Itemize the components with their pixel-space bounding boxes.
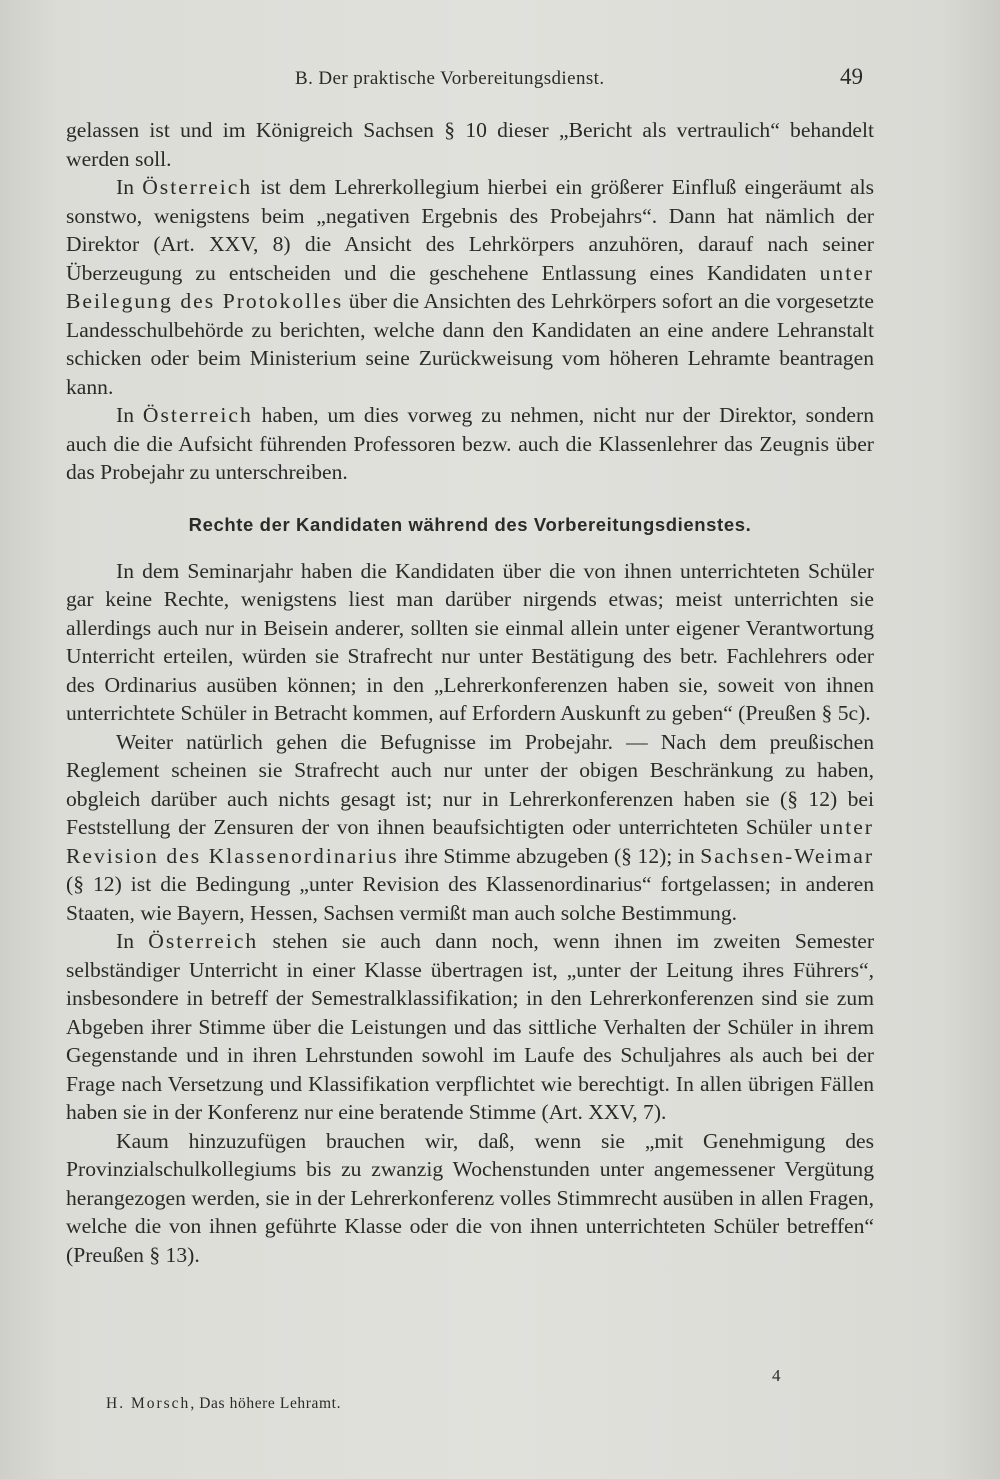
footer-author: H. Morsch bbox=[106, 1395, 191, 1412]
paragraph-2-text: ist dem Lehrerkollegium hierbei ein größerer Einfluß eingeräumt als sonstwo, wenigstens beim „negativen Ergebnis des Probejahrs“. Dann hat nämlich der Direktor (Art. XXV, 8) die Ansicht des Lehrkörpers anzuhören, darauf nach seiner Überzeugung zu entscheiden und die geschehene Entlassung eines Kandidaten bbox=[66, 175, 874, 285]
footer-signature bbox=[106, 1395, 341, 1413]
paragraph-4: In dem Seminarjahr haben die Kandidaten über die von ihnen unterrichteten Schüler gar keine Rechte, wenigstens liest man darüber nirgends etwas; meist unterrichten sie allerdings auch nur in Beisein anderer, sollten sie einmal allein unter eigener Verantwortung Unterricht erteilen, würden sie Strafrecht nur unter Bestätigung des betr. Fachlehrers oder des Ordinarius ausüben können; in den „Lehrerkonferenzen haben sie, soweit von ihnen unterrichtete Schüler in Betracht kommen, auf Erfordern Auskunft zu geben“ (Preußen § 5c). bbox=[66, 558, 874, 725]
spaced-term: Sachsen-Weimar bbox=[700, 843, 875, 868]
paragraph-7: Kaum hinzuzufügen brauchen wir, daß, wenn sie „mit Genehmigung des Provinzialschulkollegiums bis zu zwanzig Wochenstunden unter angemessener Vergütung herangezogen werden, sie in der Lehrerkonferenz volles Stimmrecht ausüben in allen Fragen, welche die von ihnen geführte Klasse oder die von ihnen unterrichteten Schüler betreffen“ (Preußen § 13). bbox=[66, 1128, 874, 1267]
spaced-term: unter Beilegung des Protokolles bbox=[66, 260, 874, 313]
spaced-term: unter Revision des Klassenordinarius bbox=[66, 815, 874, 868]
paragraph-3-text: haben, um dies vorweg zu nehmen, nicht nur der Direktor, sondern auch die die Aufsicht führenden Professoren bezw. auch die Klassenlehrer das Zeugnis über das Probejahr zu unterschreiben. bbox=[66, 403, 874, 484]
spaced-term: Österreich bbox=[142, 403, 253, 427]
paragraph-5-end: (§ 12) ist die Bedingung „unter Revision des Klassenordinarius“ fortgelassen; in anderen Staaten, wie Bayern, Hessen, Sachsen vermißt man auch solche Bestimmung. bbox=[66, 872, 874, 925]
paragraph-6 bbox=[66, 927, 874, 1127]
paragraph-2-end: über die Ansichten des Lehrkörpers sofort an die vorgesetzte Landesschulbehörde zu berichten, welche dann den Kandidaten an eine andere Lehranstalt schicken oder beim Ministerium seine Zurückweisung vom höheren Lehramte beantragen kann. bbox=[66, 289, 875, 399]
paragraph-5 bbox=[66, 728, 874, 928]
running-head: B. Der praktische Vorbereitungsdienst. bbox=[295, 68, 605, 89]
paragraph-5-mid: ihre Stimme abzugeben (§ 12); in bbox=[404, 843, 695, 868]
footer-title: , Das höhere Lehramt. bbox=[190, 1395, 342, 1412]
paragraph-6-text: stehen sie auch dann noch, wenn ihnen im zweiten Semester selbständiger Unterricht in einer Klasse übertragen ist, „unter der Leitung ihres Führers“, insbesondere in betreff der Semestralklassifikation; in den Lehrerkonferenzen sind sie zum Abgeben ihrer Stimme über die Leistungen und das sittliche Verhalten der Schüler in ihrem Gegenstande und in ihren Lehrstunden sowohl im Laufe des Schuljahres als auch bei der Frage nach Versetzung und Klassifikation verpflichtet wie berechtigt. In allen übrigen Fällen haben sie in der Konferenz nur eine beratende Stimme (Art. XXV, 7). bbox=[66, 929, 875, 1124]
paragraph-3 bbox=[66, 401, 874, 487]
section-heading: Rechte der Kandidaten während des Vorbereitungsdienstes. bbox=[188, 513, 752, 535]
word-in: In bbox=[116, 403, 134, 427]
page-number: 49 bbox=[840, 64, 863, 89]
paragraph-5-text: Weiter natürlich gehen die Befugnisse im Probejahr. — Nach dem preußischen Reglement scheinen sie Strafrecht auch nur unter der obigen Beschränkung zu haben, obgleich darüber auch nichts gesagt ist; nur in Lehrerkonferenzen haben sie (§ 12) bei Feststellung der Zensuren der von ihnen beaufsichtigten oder unterrichteten Schüler bbox=[66, 729, 874, 839]
spaced-term: Österreich bbox=[142, 175, 253, 199]
paragraph-1: gelassen ist und im Königreich Sachsen § 10 dieser „Bericht als vertraulich“ behandelt werden soll. bbox=[66, 118, 874, 171]
body-text bbox=[66, 116, 874, 1269]
word-in: In bbox=[116, 175, 134, 199]
word-in: In bbox=[116, 929, 134, 953]
spaced-term: Österreich bbox=[148, 929, 259, 953]
paragraph-2 bbox=[66, 173, 874, 401]
sheet-signature-number: 4 bbox=[772, 1366, 781, 1385]
